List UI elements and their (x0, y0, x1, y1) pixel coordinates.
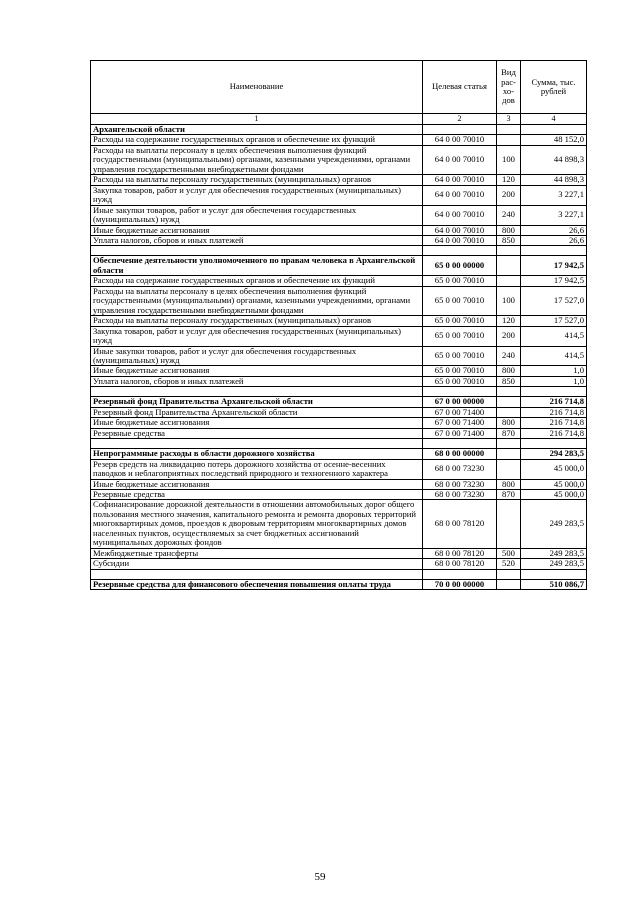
expense-type-cell: 100 (497, 286, 521, 315)
name-cell: Расходы на выплаты персоналу в целях обеспечения выполнения функций государственными (муниципальными) органами, казенными учреждениями, органами управления государственными внебюджетными фондами (91, 286, 423, 315)
target-article-cell: 65 0 00 70010 (423, 326, 497, 346)
sum-cell: 3 227,1 (521, 185, 587, 205)
name-cell: Расходы на содержание государственных органов и обеспечение их функций (91, 276, 423, 286)
name-cell: Резервный фонд Правительства Архангельской области (91, 397, 423, 407)
target-article-cell: 68 0 00 73230 (423, 489, 497, 499)
name-cell: Иные бюджетные ассигнования (91, 418, 423, 428)
name-cell: Иные бюджетные ассигнования (91, 225, 423, 235)
name-cell: Резервный фонд Правительства Архангельской области (91, 407, 423, 417)
expense-type-cell: 870 (497, 428, 521, 438)
spacer-cell (91, 387, 423, 397)
spacer-cell (497, 387, 521, 397)
expense-type-cell (497, 449, 521, 459)
expense-type-cell (497, 135, 521, 145)
target-article-cell: 65 0 00 70010 (423, 376, 497, 386)
spacer-cell (521, 439, 587, 449)
sum-cell: 45 000,0 (521, 459, 587, 479)
spacer-row (91, 569, 587, 579)
spacer-cell (521, 569, 587, 579)
table-row (91, 276, 587, 286)
table-row (91, 286, 587, 315)
sum-cell: 45 000,0 (521, 479, 587, 489)
sum-cell: 44 898,3 (521, 145, 587, 174)
sum-cell: 414,5 (521, 326, 587, 346)
expense-type-cell (497, 276, 521, 286)
spacer-cell (423, 246, 497, 256)
target-article-cell: 64 0 00 70010 (423, 205, 497, 225)
expense-type-cell: 120 (497, 316, 521, 326)
sum-cell: 216 714,8 (521, 407, 587, 417)
spacer-cell (91, 246, 423, 256)
table-row (91, 185, 587, 205)
spacer-row (91, 246, 587, 256)
expense-type-cell: 870 (497, 489, 521, 499)
target-article-cell: 67 0 00 71400 (423, 407, 497, 417)
table-row (91, 559, 587, 569)
target-article-cell: 68 0 00 78120 (423, 500, 497, 548)
page-number: 59 (314, 871, 326, 883)
table-row (91, 579, 587, 589)
target-article-cell: 64 0 00 70010 (423, 145, 497, 174)
col-number-2: 2 (423, 114, 497, 125)
spacer-row (91, 439, 587, 449)
target-article-cell: 68 0 00 73230 (423, 479, 497, 489)
table-row (91, 175, 587, 185)
table-row (91, 407, 587, 417)
expense-type-cell (497, 407, 521, 417)
expense-type-cell: 100 (497, 145, 521, 174)
sum-cell (521, 125, 587, 135)
name-cell: Резервные средства (91, 428, 423, 438)
name-cell: Резерв средств на ликвидацию потерь дорожного хозяйства от осенне-весенних паводков и неблагоприятных последствий природного и техногенного характера (91, 459, 423, 479)
col-number-1: 1 (91, 114, 423, 125)
name-cell: Непрограммные расходы в области дорожного хозяйства (91, 449, 423, 459)
sum-cell: 216 714,8 (521, 418, 587, 428)
target-article-cell: 67 0 00 71400 (423, 418, 497, 428)
sum-cell: 44 898,3 (521, 175, 587, 185)
target-article-cell: 70 0 00 00000 (423, 579, 497, 589)
sum-cell: 3 227,1 (521, 205, 587, 225)
expense-type-cell (497, 579, 521, 589)
name-cell: Расходы на выплаты персоналу в целях обеспечения выполнения функций государственными (муниципальными) органами, казенными учреждениями, органами управления государственными внебюджетными фондами (91, 145, 423, 174)
sum-cell: 17 942,5 (521, 256, 587, 276)
target-article-cell (423, 125, 497, 135)
target-article-cell: 64 0 00 70010 (423, 185, 497, 205)
expense-type-cell: 850 (497, 376, 521, 386)
table-row (91, 428, 587, 438)
header-sum: Сумма, тыс. рублей (521, 61, 587, 114)
spacer-cell (91, 569, 423, 579)
spacer-cell (423, 387, 497, 397)
sum-cell: 414,5 (521, 346, 587, 366)
name-cell: Иные закупки товаров, работ и услуг для обеспечения государственных (муниципальных) нужд (91, 205, 423, 225)
name-cell: Обеспечение деятельности уполномоченного по правам человека в Архангельской области (91, 256, 423, 276)
expense-type-cell: 240 (497, 346, 521, 366)
target-article-cell: 68 0 00 00000 (423, 449, 497, 459)
expense-type-cell (497, 256, 521, 276)
name-cell: Межбюджетные трансферты (91, 548, 423, 558)
expense-type-cell: 850 (497, 235, 521, 245)
expense-type-cell: 500 (497, 548, 521, 558)
col-number-4: 4 (521, 114, 587, 125)
name-cell: Расходы на содержание государственных органов и обеспечение их функций (91, 135, 423, 145)
table-row (91, 500, 587, 548)
table-row (91, 397, 587, 407)
target-article-cell: 65 0 00 70010 (423, 316, 497, 326)
table-row (91, 205, 587, 225)
expense-type-cell: 800 (497, 366, 521, 376)
target-article-cell: 68 0 00 78120 (423, 548, 497, 558)
sum-cell: 45 000,0 (521, 489, 587, 499)
table-row (91, 418, 587, 428)
spacer-cell (497, 439, 521, 449)
name-cell: Уплата налогов, сборов и иных платежей (91, 376, 423, 386)
col-number-3: 3 (497, 114, 521, 125)
table-row (91, 449, 587, 459)
spacer-cell (423, 439, 497, 449)
target-article-cell: 64 0 00 70010 (423, 175, 497, 185)
expense-type-cell: 240 (497, 205, 521, 225)
name-cell: Иные закупки товаров, работ и услуг для обеспечения государственных (муниципальных) нужд (91, 346, 423, 366)
table-row (91, 479, 587, 489)
name-cell: Иные бюджетные ассигнования (91, 479, 423, 489)
expense-type-cell: 200 (497, 185, 521, 205)
expense-type-cell: 200 (497, 326, 521, 346)
target-article-cell: 67 0 00 71400 (423, 428, 497, 438)
table-row (91, 376, 587, 386)
sum-cell: 216 714,8 (521, 428, 587, 438)
name-cell: Закупка товаров, работ и услуг для обеспечения государственных (муниципальных) нужд (91, 185, 423, 205)
expense-type-cell: 520 (497, 559, 521, 569)
table-row (91, 548, 587, 558)
target-article-cell: 68 0 00 73230 (423, 459, 497, 479)
target-article-cell: 68 0 00 78120 (423, 559, 497, 569)
target-article-cell: 65 0 00 70010 (423, 286, 497, 315)
spacer-cell (423, 569, 497, 579)
sum-cell: 510 086,7 (521, 579, 587, 589)
table-row (91, 459, 587, 479)
sum-cell: 48 152,0 (521, 135, 587, 145)
table-row (91, 326, 587, 346)
target-article-cell: 64 0 00 70010 (423, 135, 497, 145)
name-cell: Закупка товаров, работ и услуг для обеспечения государственных (муниципальных) нужд (91, 326, 423, 346)
expense-type-cell: 120 (497, 175, 521, 185)
spacer-cell (521, 246, 587, 256)
sum-cell: 17 527,0 (521, 316, 587, 326)
table-body (91, 125, 587, 590)
name-cell: Резервные средства для финансового обеспечения повышения оплаты труда (91, 579, 423, 589)
sum-cell: 216 714,8 (521, 397, 587, 407)
sum-cell: 26,6 (521, 235, 587, 245)
table-row (91, 346, 587, 366)
expense-type-cell: 800 (497, 225, 521, 235)
sum-cell: 249 283,5 (521, 548, 587, 558)
table-row (91, 489, 587, 499)
expense-type-cell: 800 (497, 479, 521, 489)
name-cell: Субсидии (91, 559, 423, 569)
table-row (91, 145, 587, 174)
spacer-cell (521, 387, 587, 397)
table-row (91, 125, 587, 135)
expense-type-cell (497, 459, 521, 479)
table-row (91, 235, 587, 245)
expense-type-cell (497, 125, 521, 135)
name-cell: Расходы на выплаты персоналу государственных (муниципальных) органов (91, 175, 423, 185)
name-cell: Расходы на выплаты персоналу государственных (муниципальных) органов (91, 316, 423, 326)
target-article-cell: 64 0 00 70010 (423, 225, 497, 235)
target-article-cell: 65 0 00 70010 (423, 366, 497, 376)
target-article-cell: 64 0 00 70010 (423, 235, 497, 245)
expense-type-cell: 800 (497, 418, 521, 428)
expense-type-cell (497, 500, 521, 548)
name-cell: Иные бюджетные ассигнования (91, 366, 423, 376)
name-cell: Софинансирование дорожной деятельности в отношении автомобильных дорог общего пользования местного значения, капитального ремонта и ремонта дворовых территорий многоквартирных домов, проездов к дворовым территориям многоквартирных домов населенных пунктов, осуществляемых за счет бюджетных ассигнований муниципальных дорожных фондов (91, 500, 423, 548)
sum-cell: 249 283,5 (521, 559, 587, 569)
spacer-cell (497, 246, 521, 256)
spacer-cell (91, 439, 423, 449)
spacer-row (91, 387, 587, 397)
name-cell: Резервные средства (91, 489, 423, 499)
name-cell: Архангельской области (91, 125, 423, 135)
target-article-cell: 67 0 00 00000 (423, 397, 497, 407)
target-article-cell: 65 0 00 00000 (423, 256, 497, 276)
sum-cell: 249 283,5 (521, 500, 587, 548)
sum-cell: 294 283,5 (521, 449, 587, 459)
spacer-cell (497, 569, 521, 579)
table-row (91, 225, 587, 235)
sum-cell: 26,6 (521, 225, 587, 235)
expense-type-cell (497, 397, 521, 407)
target-article-cell: 65 0 00 70010 (423, 276, 497, 286)
table-row (91, 135, 587, 145)
header-target-article: Целевая статья (423, 61, 497, 114)
sum-cell: 17 527,0 (521, 286, 587, 315)
header-name: Наименование (91, 61, 423, 114)
header-expense-type: Вид рас-хо-дов (497, 61, 521, 114)
sum-cell: 17 942,5 (521, 276, 587, 286)
sum-cell: 1,0 (521, 376, 587, 386)
table-row (91, 366, 587, 376)
budget-table (90, 60, 587, 590)
target-article-cell: 65 0 00 70010 (423, 346, 497, 366)
name-cell: Уплата налогов, сборов и иных платежей (91, 235, 423, 245)
table-row (91, 316, 587, 326)
sum-cell: 1,0 (521, 366, 587, 376)
table-row (91, 256, 587, 276)
